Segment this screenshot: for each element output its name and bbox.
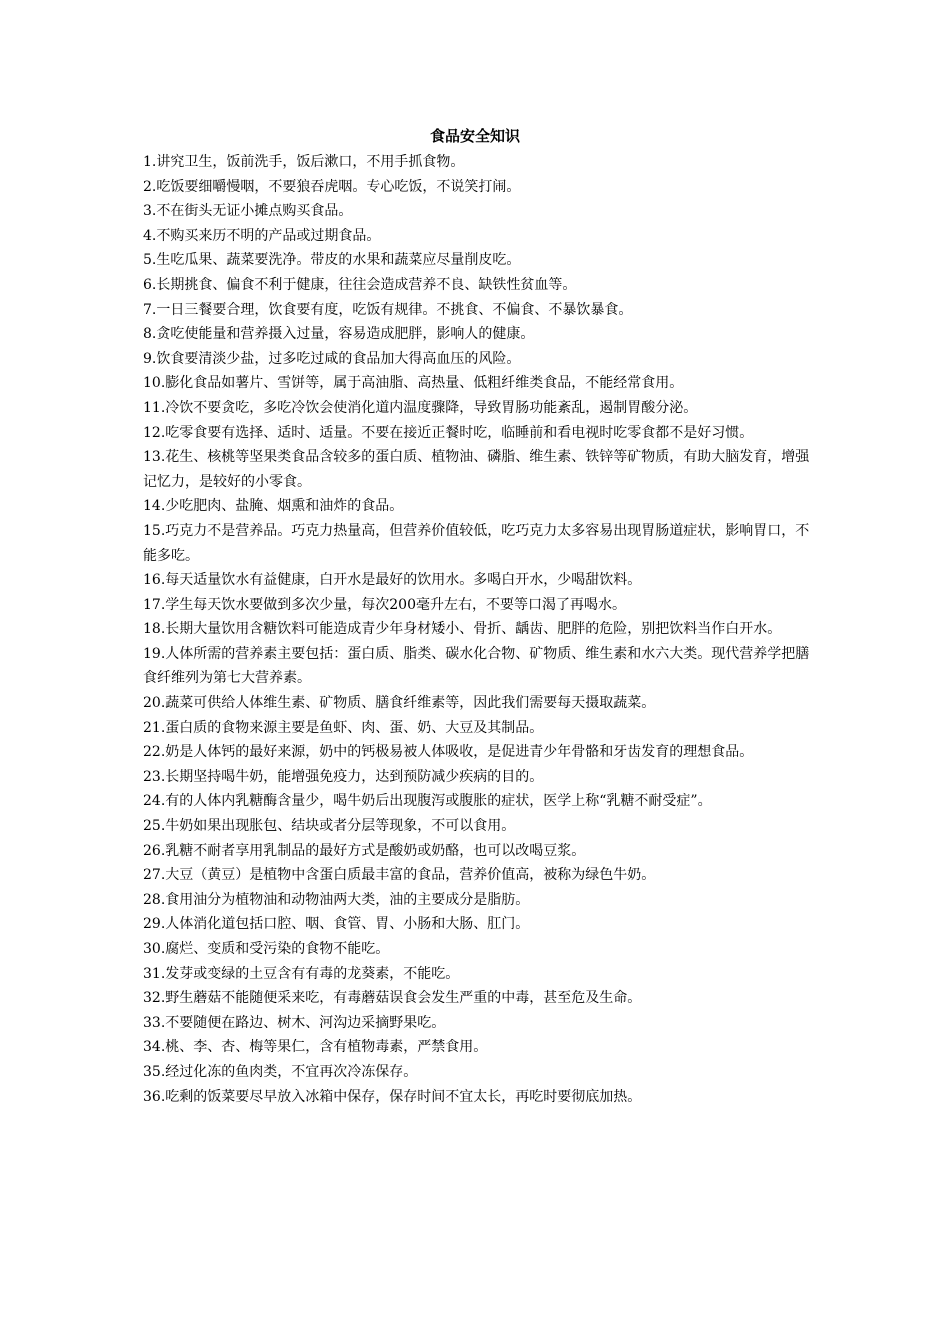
list-item: 6.长期挑食、偏食不利于健康，往往会造成营养不良、缺铁性贫血等。 [143, 276, 577, 293]
list-item: 29.人体消化道包括口腔、咽、食管、胃、小肠和大肠、肛门。 [143, 916, 530, 933]
list-item: 21.蛋白质的食物来源主要是鱼虾、肉、蛋、奶、大豆及其制品。 [143, 719, 544, 736]
list-item: 31.发芽或变绿的土豆含有有毒的龙葵素，不能吃。 [143, 965, 460, 982]
list-item: 25.牛奶如果出现胀包、结块或者分层等现象，不可以食用。 [143, 818, 516, 835]
list-item: 22.奶是人体钙的最好来源，奶中的钙极易被人体吸收，是促进青少年骨骼和牙齿发育的理想食品。 [143, 744, 754, 761]
list-item: 27.大豆（黄豆）是植物中含蛋白质最丰富的食品，营养价值高，被称为绿色牛奶。 [143, 867, 656, 884]
list-item: 9.饮食要清淡少盐，过多吃过咸的食品加大得高血压的风险。 [143, 350, 521, 367]
list-item: 34.桃、李、杏、梅等果仁，含有植物毒素，严禁食用。 [143, 1039, 488, 1056]
list-item: 7.一日三餐要合理，饮食要有度，吃饭有规律。不挑食、不偏食、不暴饮暴食。 [143, 301, 633, 318]
list-item: 28.食用油分为植物油和动物油两大类，油的主要成分是脂肪。 [143, 891, 530, 908]
list-item: 15.巧克力不是营养品。巧克力热量高，但营养价值较低，吃巧克力太多容易出现胃肠道症状，影响胃口，不能多吃。 [143, 522, 810, 564]
list-item: 4.不购买来历不明的产品或过期食品。 [143, 227, 381, 244]
knowledge-list [143, 150, 811, 1109]
list-item: 12.吃零食要有选择、适时、适量。不要在接近正餐时吃，临睡前和看电视时吃零食都不是好习惯。 [143, 424, 754, 441]
list-item: 18.长期大量饮用含糖饮料可能造成青少年身材矮小、骨折、龋齿、肥胖的危险，别把饮料当作白开水。 [143, 621, 782, 638]
list-item: 14.少吃肥肉、盐腌、烟熏和油炸的食品。 [143, 498, 404, 515]
list-item: 26.乳糖不耐者享用乳制品的最好方式是酸奶或奶酪，也可以改喝豆浆。 [143, 842, 586, 859]
list-item: 36.吃剩的饭菜要尽早放入冰箱中保存，保存时间不宜太长，再吃时要彻底加热。 [143, 1088, 642, 1105]
list-item: 33.不要随便在路边、树木、河沟边采摘野果吃。 [143, 1014, 446, 1031]
list-item: 32.野生蘑菇不能随便采来吃，有毒蘑菇误食会发生严重的中毒，甚至危及生命。 [143, 990, 642, 1007]
list-item: 3.不在街头无证小摊点购买食品。 [143, 203, 353, 220]
list-item: 24.有的人体内乳糖酶含量少，喝牛奶后出现腹泻或腹胀的症状，医学上称“乳糖不耐受症”。 [143, 793, 712, 810]
list-item: 1.讲究卫生，饭前洗手，饭后漱口，不用手抓食物。 [143, 154, 465, 170]
list-item: 13.花生、核桃等坚果类食品含较多的蛋白质、植物油、磷脂、维生素、铁锌等矿物质，有助大脑发育，增强记忆力，是较好的小零食。 [143, 449, 810, 490]
list-item: 2.吃饭要细嚼慢咽，不要狼吞虎咽。专心吃饭，不说笑打闹。 [143, 178, 521, 195]
list-item: 10.膨化食品如薯片、雪饼等，属于高油脂、高热量、低粗纤维类食品，不能经常食用。 [143, 375, 684, 392]
list-item: 35.经过化冻的鱼肉类，不宜再次冷冻保存。 [143, 1063, 418, 1080]
list-item: 11.冷饮不要贪吃，多吃冷饮会使消化道内温度骤降，导致胃肠功能紊乱，遏制胃酸分泌。 [143, 399, 698, 416]
list-item: 16.每天适量饮水有益健康，白开水是最好的饮用水。多喝白开水，少喝甜饮料。 [143, 572, 642, 589]
list-item: 8.贪吃使能量和营养摄入过量，容易造成肥胖，影响人的健康。 [143, 326, 535, 343]
list-item: 19.人体所需的营养素主要包括：蛋白质、脂类、碳水化合物、矿物质、维生素和水六大类。现代营养学把膳食纤维列为第七大营养素。 [143, 645, 810, 687]
list-item: 17.学生每天饮水要做到多次少量，每次200毫升左右，不要等口渴了再喝水。 [143, 596, 626, 613]
document-title: 食品安全知识 [429, 127, 520, 145]
list-item: 20.蔬菜可供给人体维生素、矿物质、膳食纤维素等，因此我们需要每天摄取蔬菜。 [143, 695, 656, 712]
list-item: 30.腐烂、变质和受污染的食物不能吃。 [143, 941, 390, 957]
list-item: 23.长期坚持喝牛奶，能增强免疫力，达到预防减少疾病的目的。 [143, 768, 544, 785]
list-item: 5.生吃瓜果、蔬菜要洗净。带皮的水果和蔬菜应尽量削皮吃。 [143, 252, 521, 269]
